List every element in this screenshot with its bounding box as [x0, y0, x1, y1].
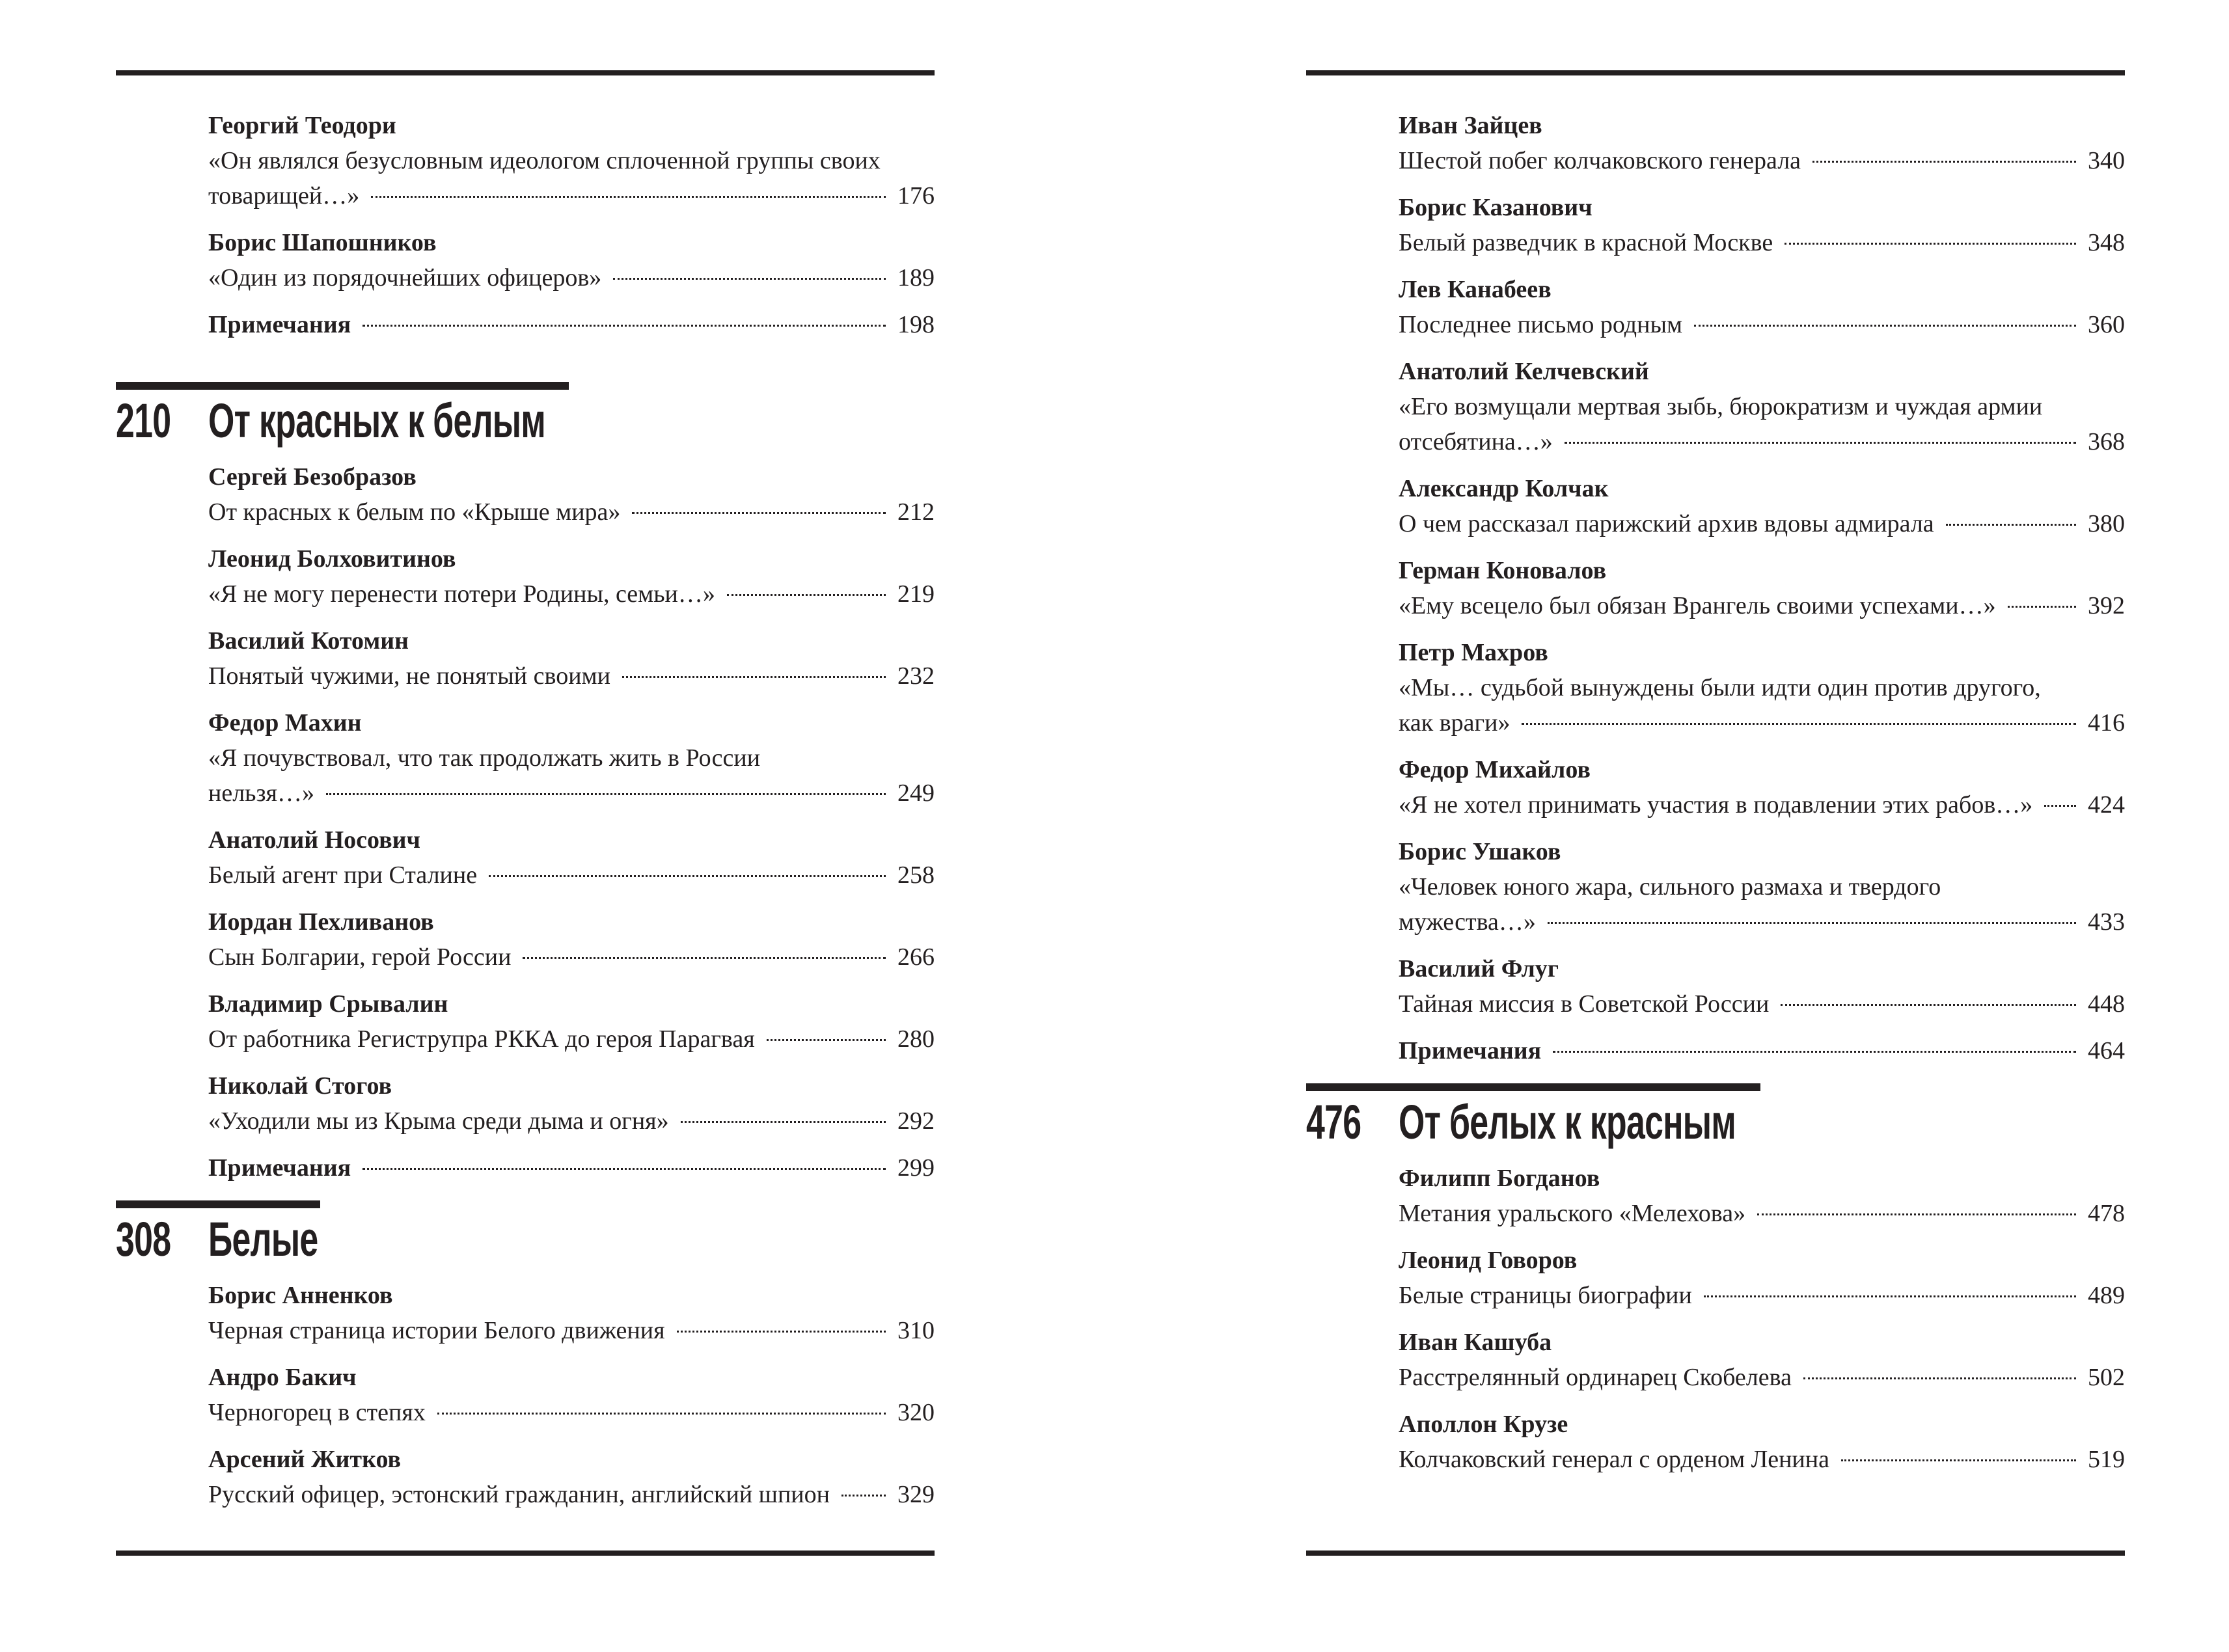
section-title: От белых к красным	[1399, 1095, 1736, 1149]
notes-label: Примечания	[208, 1154, 351, 1182]
dot-leader	[632, 512, 886, 514]
toc-line	[1399, 1278, 2125, 1313]
entry-author: Леонид Говоров	[1399, 1247, 1578, 1274]
entry-title: Метания уральского «Мелехова»	[1399, 1200, 1746, 1227]
dot-leader	[489, 875, 886, 877]
top-rule-right	[1306, 70, 2125, 75]
entry-author: Борис Анненков	[208, 1282, 393, 1309]
dot-leader	[362, 1168, 886, 1170]
page-number: 212	[897, 498, 935, 526]
section-bar	[116, 382, 569, 390]
toc-line	[1399, 787, 2125, 822]
dot-leader	[1548, 922, 2076, 924]
entry-author: Василий Флуг	[1399, 955, 1559, 982]
dot-leader	[1704, 1295, 2076, 1297]
toc-line	[208, 1395, 935, 1430]
entry-title: мужества…»	[1399, 908, 1536, 936]
dot-leader	[1757, 1213, 2076, 1215]
page-number: 189	[897, 264, 935, 291]
entry-title: как враги»	[1399, 709, 1511, 737]
entry-author: Федор Махин	[208, 709, 362, 737]
section-title: Белые	[208, 1212, 318, 1266]
entry-author: Василий Котомин	[208, 627, 409, 655]
page-number: 433	[2088, 908, 2125, 936]
page-number: 258	[897, 861, 935, 889]
page-number: 232	[897, 662, 935, 690]
page-number: 310	[897, 1317, 935, 1344]
entry-title: Черная страница истории Белого движения	[208, 1317, 665, 1344]
dot-leader	[2008, 606, 2076, 608]
entry-title: Белый разведчик в красной Москве	[1399, 229, 1773, 256]
section-bar	[116, 1200, 320, 1208]
dot-leader	[622, 676, 886, 678]
entry-author: Герман Коновалов	[1399, 557, 1607, 584]
entry-title: От красных к белым по «Крыше мира»	[208, 498, 621, 526]
dot-leader	[1781, 1004, 2076, 1006]
dot-leader	[1522, 723, 2076, 725]
section-page-number: 210	[116, 394, 171, 448]
entry-author: Анатолий Носович	[208, 826, 420, 854]
toc-line	[1399, 1442, 2125, 1477]
entry-author: Георгий Теодори	[208, 112, 396, 139]
toc-line	[1399, 986, 2125, 1022]
entry-title: Белые страницы биографии	[1399, 1282, 1692, 1309]
toc-entry[interactable]	[208, 986, 935, 1057]
entry-author: Федор Михайлов	[1399, 756, 1591, 783]
toc-line	[1399, 1360, 2125, 1395]
section-page-number: 476	[1306, 1095, 1361, 1149]
toc-line	[1399, 506, 2125, 541]
toc-entry-notes[interactable]	[208, 1150, 935, 1185]
toc-line	[1399, 705, 2125, 740]
toc-entry-notes[interactable]	[208, 307, 935, 342]
toc-entry[interactable]	[1399, 1161, 2125, 1231]
entry-author: Лев Канабеев	[1399, 276, 1552, 303]
page-number: 280	[897, 1025, 935, 1053]
toc-entry[interactable]	[208, 225, 935, 295]
toc-line	[208, 260, 935, 295]
entry-title: Сын Болгарии, герой России	[208, 943, 512, 971]
entry-title: «Мы… судьбой вынуждены были идти один против другого,	[1399, 674, 2041, 701]
notes-label: Примечания	[208, 311, 351, 338]
entry-title: «Его возмущали мертвая зыбь, бюрократизм и чуждая армии	[1399, 393, 2043, 420]
dot-leader	[727, 594, 886, 596]
page-number: 478	[2088, 1200, 2125, 1227]
page-number: 392	[2088, 592, 2125, 619]
entry-title: «Ему всецело был обязан Врангель своими успехами…»	[1399, 592, 1996, 619]
entry-author: Леонид Болховитинов	[208, 545, 456, 573]
toc-line	[208, 576, 935, 612]
dot-leader	[523, 957, 886, 959]
entry-title: «Я не хотел принимать участия в подавлении этих рабов…»	[1399, 791, 2033, 819]
page-number: 176	[897, 182, 935, 210]
dot-leader	[613, 278, 886, 280]
toc-line	[1399, 1033, 2125, 1068]
section-page-number: 308	[116, 1212, 171, 1266]
page-number: 502	[2088, 1364, 2125, 1391]
toc-entry[interactable]	[1399, 108, 2125, 178]
page-number: 292	[897, 1107, 935, 1135]
toc-entry[interactable]	[208, 108, 935, 213]
toc-line	[208, 1150, 935, 1185]
toc-line	[208, 658, 935, 694]
entry-title: Колчаковский генерал с орденом Ленина	[1399, 1446, 1829, 1473]
notes-label: Примечания	[1399, 1037, 1542, 1064]
page-number: 320	[897, 1399, 935, 1426]
entry-title: нельзя…»	[208, 779, 314, 807]
entry-author: Андро Бакич	[208, 1364, 357, 1391]
toc-line	[1399, 307, 2125, 342]
dot-leader	[1946, 524, 2076, 526]
toc-entry[interactable]	[208, 623, 935, 694]
entry-author: Иван Зайцев	[1399, 112, 1542, 139]
toc-entry[interactable]	[208, 459, 935, 530]
toc-entry[interactable]	[1399, 635, 2125, 740]
entry-title: «Человек юного жара, сильного размаха и твердого	[1399, 873, 1941, 900]
toc-entry[interactable]	[208, 822, 935, 893]
toc-entry[interactable]	[1399, 553, 2125, 623]
toc-entry[interactable]	[208, 541, 935, 612]
toc-entry[interactable]	[208, 1442, 935, 1512]
entry-title: Русский офицер, эстонский гражданин, английский шпион	[208, 1481, 830, 1508]
page-number: 249	[897, 779, 935, 807]
entry-title: Черногорец в степях	[208, 1399, 426, 1426]
entry-title: Белый агент при Сталине	[208, 861, 478, 889]
left-page-contents	[116, 108, 935, 1524]
entry-author: Филипп Богданов	[1399, 1165, 1600, 1192]
toc-entry[interactable]	[1399, 354, 2125, 459]
dot-leader	[1785, 243, 2076, 245]
dot-leader	[1812, 161, 2076, 163]
toc-entry[interactable]	[208, 904, 935, 975]
toc-entry-notes[interactable]	[1399, 1033, 2125, 1068]
entry-title: отсебятина…»	[1399, 428, 1553, 455]
entry-title: О чем рассказал парижский архив вдовы адмирала	[1399, 510, 1934, 537]
entry-title: Шестой побег колчаковского генерала	[1399, 147, 1801, 174]
bottom-rule-right	[1306, 1550, 2125, 1556]
entry-author: Николай Стогов	[208, 1072, 392, 1100]
section-title-row	[1306, 1091, 2125, 1151]
dot-leader	[1553, 1051, 2076, 1053]
entry-author: Аполлон Крузе	[1399, 1411, 1568, 1438]
entry-title: «Уходили мы из Крыма среди дыма и огня»	[208, 1107, 669, 1135]
toc-line	[1399, 424, 2125, 459]
dot-leader	[1694, 325, 2076, 327]
toc-line	[1399, 904, 2125, 940]
section-title-row	[116, 1208, 935, 1268]
toc-line	[208, 307, 935, 342]
dot-leader	[1841, 1459, 2076, 1461]
dot-leader	[326, 793, 886, 795]
dot-leader	[1565, 442, 2076, 444]
toc-entry[interactable]	[208, 1068, 935, 1139]
dot-leader	[362, 325, 886, 327]
entry-title: От работника Региструпра РККА до героя Парагвая	[208, 1025, 755, 1053]
dot-leader	[1803, 1377, 2076, 1379]
toc-line	[1399, 588, 2125, 623]
toc-entry[interactable]	[1399, 1407, 2125, 1477]
toc-entry[interactable]	[1399, 1325, 2125, 1395]
page-number: 299	[897, 1154, 935, 1182]
page-number: 340	[2088, 147, 2125, 174]
toc-entry[interactable]	[1399, 471, 2125, 541]
page-number: 219	[897, 580, 935, 608]
section-title-row	[116, 390, 935, 450]
toc-line	[208, 1022, 935, 1057]
entry-title: «Я не могу перенести потери Родины, семьи…»	[208, 580, 715, 608]
toc-line	[1399, 1196, 2125, 1231]
toc-line	[208, 1313, 935, 1348]
entry-author: Иван Кашуба	[1399, 1329, 1552, 1356]
section-title: От красных к белым	[208, 394, 545, 448]
entry-title: «Я почувствовал, что так продолжать жить в России	[208, 744, 761, 772]
entry-author: Борис Ушаков	[1399, 838, 1561, 865]
section-bar	[1306, 1083, 1760, 1091]
section-heading	[116, 1200, 935, 1268]
toc-entry[interactable]	[1399, 752, 2125, 822]
section-heading	[1306, 1083, 2125, 1151]
entry-title: Понятый чужими, не понятый своими	[208, 662, 610, 690]
entry-title: Расстрелянный ординарец Скобелева	[1399, 1364, 1792, 1391]
entry-author: Сергей Безобразов	[208, 463, 417, 491]
entry-author: Иордан Пехливанов	[208, 908, 434, 936]
dot-leader	[371, 196, 886, 198]
entry-title: Тайная миссия в Советской России	[1399, 990, 1770, 1018]
page-number: 266	[897, 943, 935, 971]
entry-author: Александр Колчак	[1399, 475, 1609, 502]
page-number: 360	[2088, 311, 2125, 338]
entry-title: «Один из порядочнейших офицеров»	[208, 264, 602, 291]
toc-entry[interactable]	[1399, 272, 2125, 342]
toc-entry[interactable]	[1399, 1243, 2125, 1313]
entry-title: товарищей…»	[208, 182, 360, 210]
page-number: 424	[2088, 791, 2125, 819]
toc-entry[interactable]	[208, 1278, 935, 1348]
toc-line	[208, 776, 935, 811]
page-number: 348	[2088, 229, 2125, 256]
toc-line	[208, 1477, 935, 1512]
page-number: 464	[2088, 1037, 2125, 1064]
toc-entry[interactable]	[1399, 951, 2125, 1022]
entry-author: Петр Махров	[1399, 639, 1548, 666]
toc-entry[interactable]	[208, 1360, 935, 1430]
page-number: 329	[897, 1481, 935, 1508]
toc-line	[208, 940, 935, 975]
toc-line	[208, 1104, 935, 1139]
entry-author: Арсений Житков	[208, 1446, 402, 1473]
toc-entry[interactable]	[208, 705, 935, 811]
dot-leader	[681, 1121, 886, 1123]
toc-entry[interactable]	[1399, 834, 2125, 940]
entry-title: Последнее письмо родным	[1399, 311, 1683, 338]
dot-leader	[2044, 805, 2076, 807]
toc-entry[interactable]	[1399, 190, 2125, 260]
page-number: 448	[2088, 990, 2125, 1018]
bottom-rule-left	[116, 1550, 935, 1556]
page-number: 368	[2088, 428, 2125, 455]
dot-leader	[437, 1413, 886, 1415]
toc-line	[1399, 225, 2125, 260]
entry-author: Борис Шапошников	[208, 229, 437, 256]
section-heading	[116, 382, 935, 450]
toc-line	[208, 178, 935, 213]
dot-leader	[841, 1495, 886, 1496]
entry-author: Анатолий Келчевский	[1399, 358, 1649, 385]
page-number: 519	[2088, 1446, 2125, 1473]
page-number: 489	[2088, 1282, 2125, 1309]
right-page-contents	[1306, 108, 2125, 1489]
dot-leader	[767, 1039, 886, 1041]
top-rule-left	[116, 70, 935, 75]
page-number: 416	[2088, 709, 2125, 737]
page-number: 380	[2088, 510, 2125, 537]
toc-line	[1399, 143, 2125, 178]
entry-title: «Он являлся безусловным идеологом сплоченной группы своих	[208, 147, 881, 174]
entry-author: Борис Казанович	[1399, 194, 1593, 221]
page-number: 198	[897, 311, 935, 338]
entry-author: Владимир Срывалин	[208, 990, 448, 1018]
dot-leader	[677, 1331, 886, 1333]
toc-line	[208, 858, 935, 893]
toc-line	[208, 494, 935, 530]
